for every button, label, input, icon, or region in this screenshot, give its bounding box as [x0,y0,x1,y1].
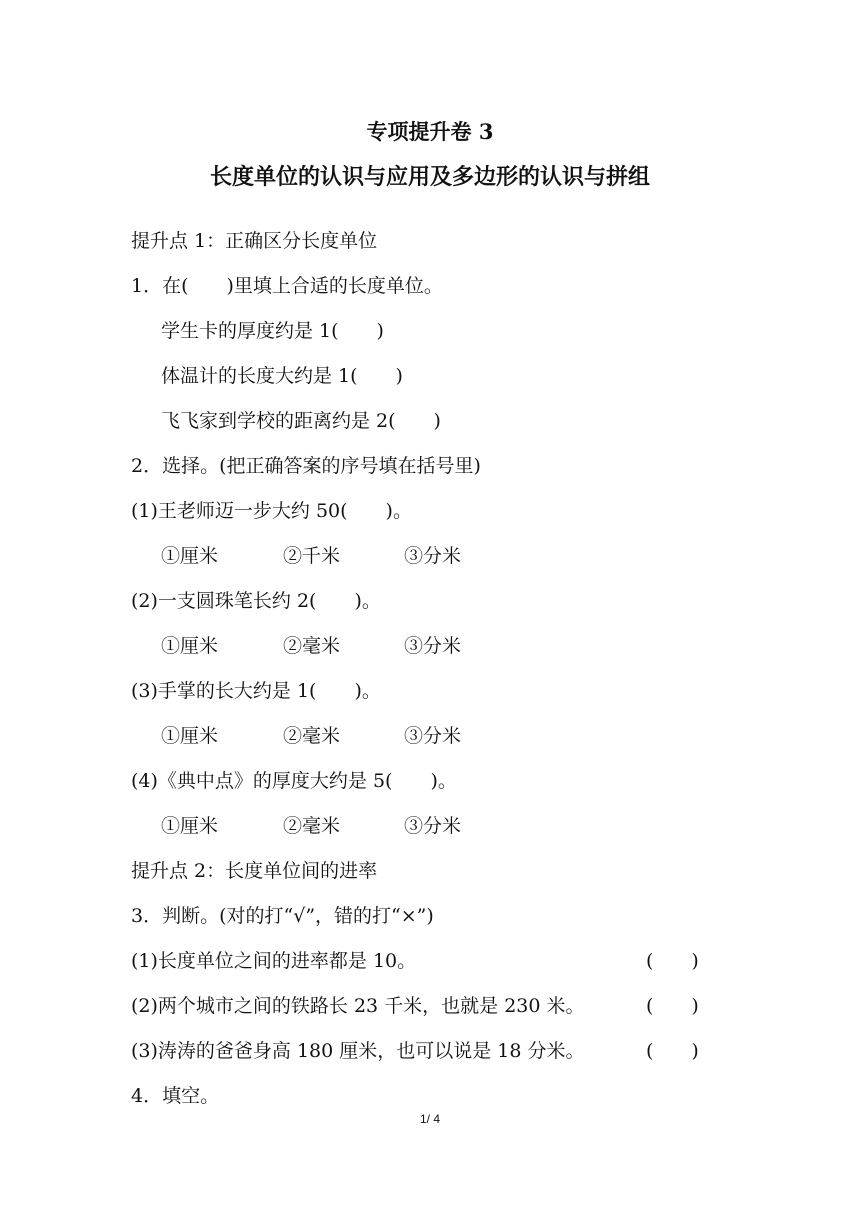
question-2-sub: (4)《典中点》的厚度大约是 5( )。 [131,770,457,792]
question-1-item: 飞飞家到学校的距离约是 2( ) [161,410,441,432]
answer-blank: ( ) [646,950,699,972]
page-number: 1/ 4 [419,1112,440,1126]
option-2: ②毫米 [283,635,341,657]
option-1: ①厘米 [161,545,219,567]
question-2-sub: (3)手掌的长大约是 1( )。 [131,680,381,702]
option-2: ②毫米 [283,815,341,837]
option-1: ①厘米 [161,725,219,747]
option-1: ①厘米 [161,815,219,837]
question-2-sub: (2)一支圆珠笔长约 2( )。 [131,590,381,612]
question-4-stem: 4．填空。 [131,1085,220,1107]
judgement-item: (2)两个城市之间的铁路长 23 千米，也就是 230 米。 [131,995,585,1017]
option-3: ③分米 [404,815,462,837]
question-3-stem: 3．判断。(对的打“√”，错的打“×”) [131,905,434,927]
answer-blank: ( ) [646,1040,699,1062]
question-1-item: 学生卡的厚度约是 1( ) [161,320,384,342]
answer-blank: ( ) [646,995,699,1017]
page-subtitle: 长度单位的认识与应用及多边形的认识与拼组 [209,164,650,190]
option-3: ③分米 [404,725,462,747]
page-title: 专项提升卷 3 [366,119,494,144]
question-1-stem: 1．在( )里填上合适的长度单位。 [131,275,443,297]
section-heading-1: 提升点 1：正确区分长度单位 [131,230,378,252]
option-2: ②毫米 [283,725,341,747]
option-1: ①厘米 [161,635,219,657]
judgement-item: (3)涛涛的爸爸身高 180 厘米，也可以说是 18 分米。 [131,1040,585,1062]
section-heading-2: 提升点 2：长度单位间的进率 [131,860,378,882]
judgement-item: (1)长度单位之间的进率都是 10。 [131,950,417,972]
question-2-stem: 2．选择。(把正确答案的序号填在括号里) [131,455,481,477]
option-2: ②千米 [283,545,341,567]
option-3: ③分米 [404,635,462,657]
question-1-item: 体温计的长度大约是 1( ) [161,365,403,387]
question-2-sub: (1)王老师迈一步大约 50( )。 [131,500,412,522]
option-3: ③分米 [404,545,462,567]
